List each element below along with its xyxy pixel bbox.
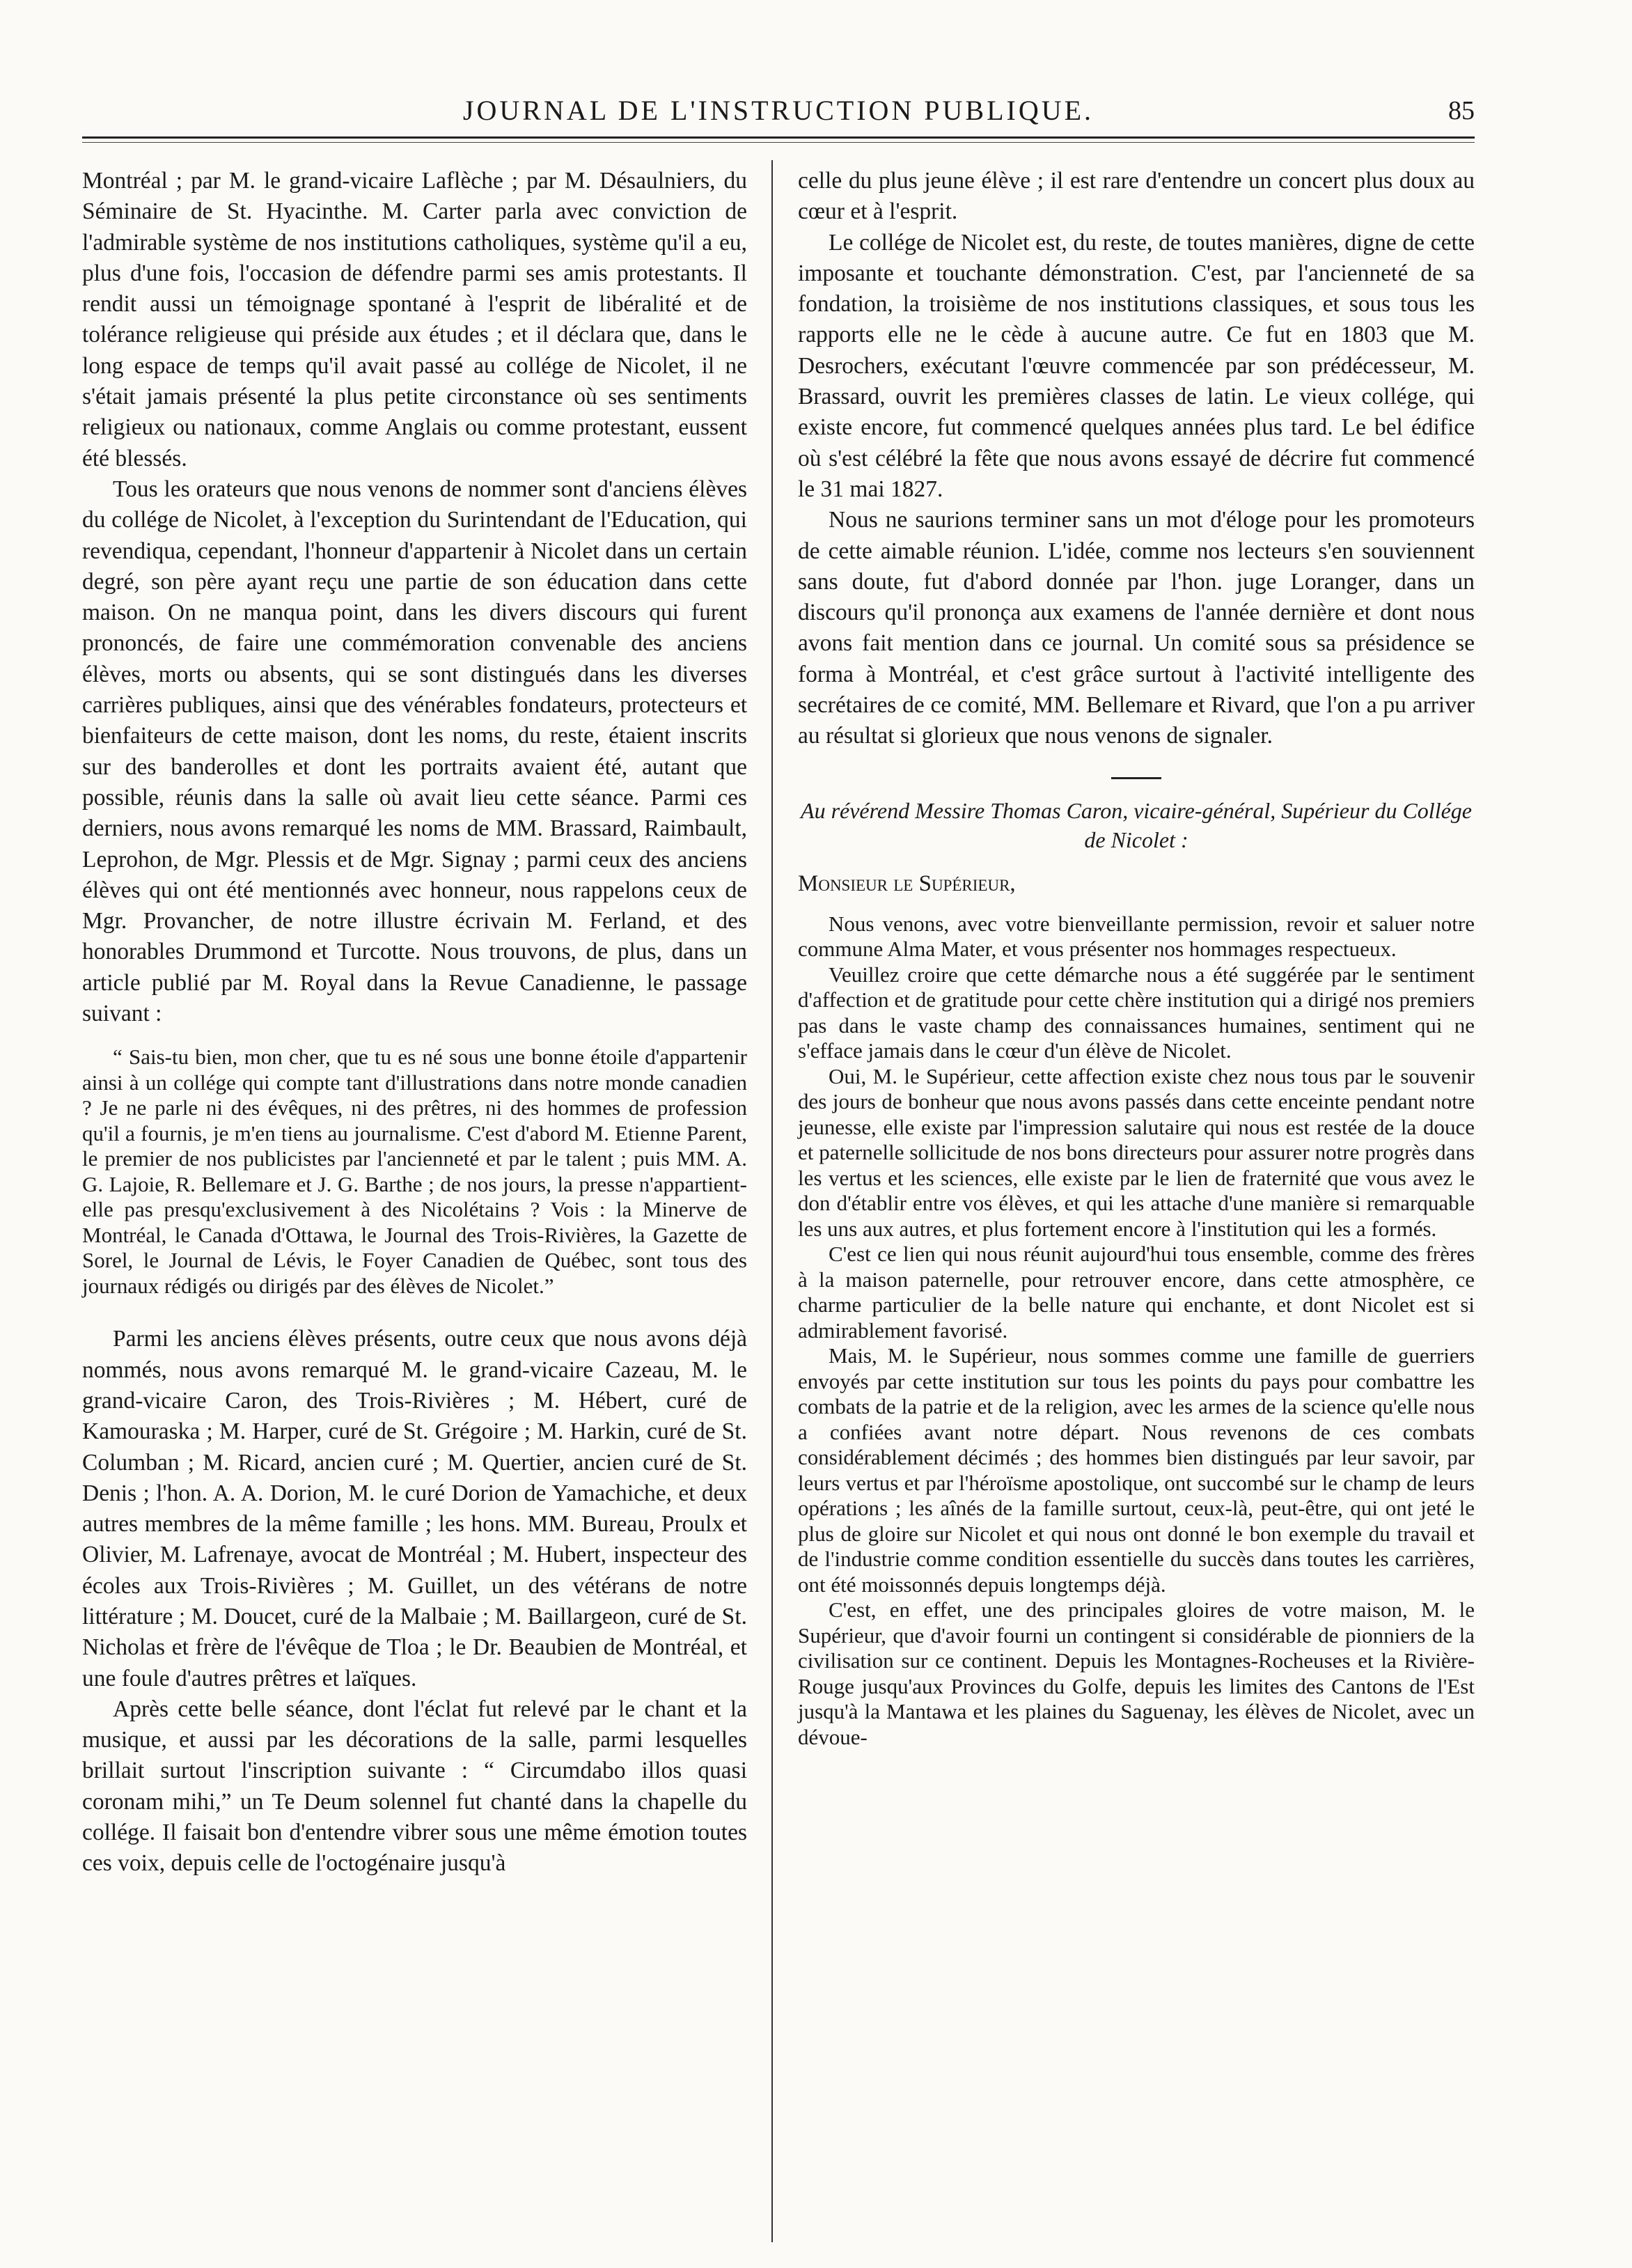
letter-paragraph: Oui, M. le Supérieur, cette affection existe chez nous tous par le souvenir des jours de bonheur que nous avons passés dans cette enceinte pendant notre jeunesse, elle existe par l'impression salutaire qui nous est restée de la douce et paternelle sollicitude de nos bons directeurs pour assurer notre progrès dans les vertus et les sciences, elle existe par le lien de fraternité que vous avez le don d'établir entre vos élèves, et qui les attache d'une manière si remarquable les uns aux autres, et plus fortement encore à l'institution qui les a formés. — [798, 1063, 1475, 1241]
paragraph: Montréal ; par M. le grand-vicaire Laflèche ; par M. Désaulniers, du Séminaire de St. Hyacinthe. M. Carter parla avec conviction de l'admirable système de nos institutions catholiques, système qu'il a eu, plus d'une fois, l'occasion de défendre parmi ses amis protestants. Il rendit aussi un témoignage spontané à l'esprit de libéralité et de tolérance religieuse qui préside aux études ; et il déclara que, dans le long espace de temps qu'il avait passé au collége de Nicolet, il ne s'était jamais présenté la plus petite circonstance où ses sentiments religieux ou nationaux, comme Anglais ou comme protestant, eussent été blessés. — [82, 168, 747, 471]
header-rule-thin — [82, 142, 1475, 143]
letter-paragraph: C'est ce lien qui nous réunit aujourd'hui tous ensemble, comme des frères à la maison paternelle, pour retrouver encore, dans cette atmosphère, ce charme particulier de la belle nature qui enchante, et dont Nicolet est si admirablement favorisé. — [798, 1242, 1475, 1343]
letter-paragraph: Mais, M. le Supérieur, nous sommes comme une famille de guerriers envoyés par cette institution sur tous les points du pays pour combattre les combats de la patrie et de la religion, avec les armes de la science qu'elle nous a confiées avant notre départ. Nous revenons de ces combats considérablement décimés ; des hommes bien distingués par leur savoir, par leurs vertus et par l'héroïsme apostolique, ont succombé sur le champ de leurs opérations ; les aînés de la famille surtout, ceux-là, peut-être, qui ont jeté le plus de gloire sur Nicolet et qui nous ont donné le bon exemple du travail et de l'industrie comme condition essentielle du succès dans toutes les carrières, ont été moissonnés depuis longtemps déjà. — [798, 1343, 1475, 1597]
running-title: JOURNAL DE L'INSTRUCTION PUBLIQUE. — [462, 95, 1094, 126]
page-number: 85 — [1448, 96, 1475, 125]
quotation: “ Sais-tu bien, mon cher, que tu es né sous une bonne étoile d'appartenir ainsi à un collége qui compte tant d'illustrations dans notre monde canadien ? Je ne parle ni des évêques, ni des prêtres, ni des hommes de profession qu'il a fournis, je m'en tiens au journalisme. C'est d'abord M. Etienne Parent, le premier de nos publicistes par l'ancienneté et par le talent ; puis MM. A. G. Lajoie, R. Bellemare et J. G. Barthe ; de nos jours, la presse n'appartient-elle pas presqu'exclusivement à des Nicolétains ? Vois : la Minerve de Montréal, le Canada d'Ottawa, le Journal des Trois-Rivières, la Gazette de Sorel, le Journal de Lévis, le Foyer Canadien de Québec, sont tous des journaux rédigés ou dirigés par des élèves de Nicolet.” — [82, 1045, 747, 1298]
article-columns — [82, 166, 1475, 2227]
letter-paragraph: Nous venons, avec votre bienveillante permission, revoir et saluer notre commune Alma Mater, et vous présenter nos hommages respectueux. — [798, 911, 1475, 962]
paragraph: Le collége de Nicolet est, du reste, de toutes manières, digne de cette imposante et touchante démonstration. C'est, par l'ancienneté de sa fondation, la troisième de nos institutions classiques, et sous tous les rapports elle ne le cède à aucune autre. Ce fut en 1803 que M. Desrochers, exécutant l'œuvre commencée par son prédécesseur, M. Brassard, ouvrit les premières classes de latin. Le vieux collége, qui existe encore, fut commencé quelques années plus tard. Le bel édifice où s'est célébré la fête que nous avons essayé de décrire fut commencé le 31 mai 1827. — [798, 229, 1475, 502]
paragraph: Parmi les anciens élèves présents, outre ceux que nous avons déjà nommés, nous avons remarqué M. le grand-vicaire Cazeau, M. le grand-vicaire Caron, des Trois-Rivières ; M. Hébert, curé de Kamouraska ; M. Harper, curé de St. Grégoire ; M. Harkin, curé de St. Columban ; M. Ricard, ancien curé ; M. Quertier, ancien curé de St. Denis ; l'hon. A. A. Dorion, M. le curé Dorion de Yamachiche, et deux autres membres de la même famille ; les hons. MM. Bureau, Proulx et Olivier, M. Lafrenaye, avocat de Montréal ; M. Hubert, inspecteur des écoles aux Trois-Rivières ; M. Guillet, un des vétérans de notre littérature ; M. Doucet, curé de la Malbaie ; M. Baillargeon, curé de St. Nicholas et frère de l'évêque de Tloa ; le Dr. Beaubien de Montréal, et une foule d'autres prêtres et laïques. — [82, 1326, 747, 1691]
right-column — [798, 166, 1475, 1750]
paragraph: Après cette belle séance, dont l'éclat fut relevé par le chant et la musique, et aussi par les décorations de la salle, parmi lesquelles brillait surtout l'inscription suivante : “ Circumdabo illos quasi coronam mihi,” un Te Deum solennel fut chanté dans la chapelle du collége. Il faisait bon d'entendre vibrer sous une même émotion toutes ces voix, depuis celle de l'octogénaire jusqu'à — [82, 1696, 747, 1877]
letter-address: Au révérend Messire Thomas Caron, vicaire-général, Supérieur du Collége de Nicolet : — [801, 797, 1472, 852]
letter-paragraph: C'est, en effet, une des principales gloires de votre maison, M. le Supérieur, que d'avoir fourni un contingent si considérable de pionniers de la civilisation sur ce continent. Depuis les Montagnes-Rocheuses et la Rivière-Rouge jusqu'aux Provinces du Golfe, depuis les limites des Cantons de l'Est jusqu'à la Mantawa et les plaines du Saguenay, les élèves de Nicolet, avec un dévoue- — [798, 1597, 1475, 1749]
header-rule — [82, 136, 1475, 139]
letter-paragraph: Veuillez croire que cette démarche nous a été suggérée par le sentiment d'affection et de gratitude pour cette chère institution qui a dirigé nos premiers pas dans le vaste champ des connaissances humaines, sentiment qui ne s'efface jamais dans le cœur d'un élève de Nicolet. — [798, 962, 1475, 1063]
journal-page — [82, 89, 1475, 2234]
section-rule — [1111, 777, 1161, 779]
page-header — [82, 89, 1475, 132]
paragraph: Nous ne saurions terminer sans un mot d'éloge pour les promoteurs de cette aimable réunion. L'idée, comme nos lecteurs s'en souviennent sans doute, fut d'abord donnée par l'hon. juge Loranger, dans un discours qu'il prononça aux examens de l'année dernière et dont nous avons fait mention dans ce journal. Un comité sous sa présidence se forma à Montréal, et c'est grâce surtout à l'activité intelligente des secrétaires de ce comité, MM. Bellemare et Rivard, que l'on a pu arriver au résultat si glorieux que nous venons de signaler. — [798, 507, 1475, 749]
paragraph: celle du plus jeune élève ; il est rare d'entendre un concert plus doux au cœur et à l'esprit. — [798, 168, 1475, 225]
paragraph: Tous les orateurs que nous venons de nommer sont d'anciens élèves du collége de Nicolet, à l'exception du Surintendant de l'Education, qui revendiqua, cependant, l'honneur d'appartenir à Nicolet dans un certain degré, son père ayant reçu une partie de son éducation dans cette maison. On ne manqua point, dans les divers discours qui furent prononcés, de faire une commémoration convenable des anciens élèves, morts ou absents, qui se sont distingués dans les diverses carrières publiques, ainsi que des vénérables fondateurs, protecteurs et bienfaiteurs de cette maison, dont les noms, du reste, étaient inscrits sur des banderolles et dont les portraits avaient été, autant que possible, réunis dans la salle où avait lieu cette séance. Parmi ces derniers, nous avons remarqué les noms de MM. Brassard, Raimbault, Leprohon, de Mgr. Plessis et de Mgr. Signay ; parmi ceux des anciens élèves qui ont été mentionnés avec honneur, nous rappelons ceux de Mgr. Provancher, de notre illustre écrivain M. Ferland, et des honorables Drummond et Turcotte. Nous trouvons, de plus, dans un article publié par M. Royal dans la Revue Canadienne, le passage suivant : — [82, 476, 747, 1027]
letter-salutation: Monsieur le Supérieur, — [798, 870, 1016, 896]
left-column — [82, 166, 747, 1879]
column-divider — [771, 160, 773, 2242]
